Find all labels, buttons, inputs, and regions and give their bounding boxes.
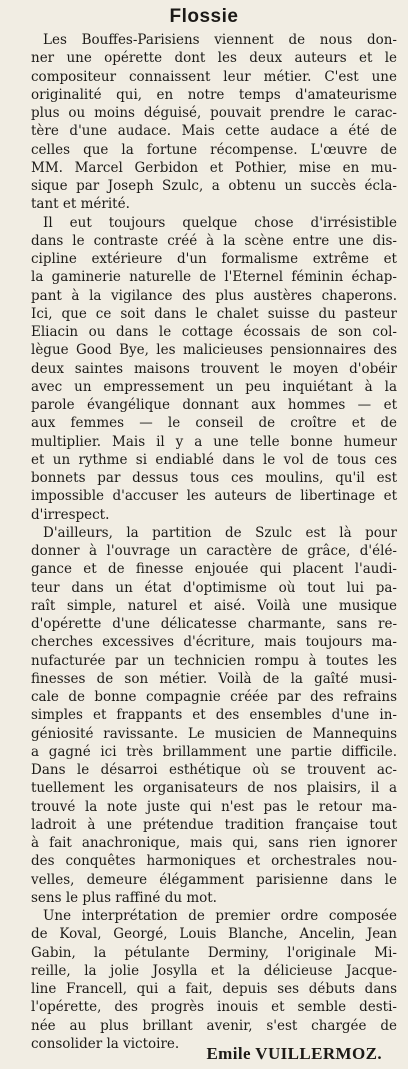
text-line: trouvé la note juste qui n'est pas le retour ma- [31,798,397,815]
article-title: Flossie [169,6,239,27]
text-line: D'ailleurs, la partition de Szulc est là pour [43,524,397,541]
text-line: parole évangélique donnant aux hommes — et [31,397,397,413]
text-line: Dans le désarroi esthétique où se trouvent ac- [31,762,397,778]
text-line: plus ou moins déguisé, pouvait prendre le carac- [31,105,397,121]
paragraph [31,907,397,1053]
text-line: simples et frappants et des ensembles d'une in- [31,707,397,724]
text-line: line Francell, qui a fait, depuis ses débuts dans [31,981,397,997]
text-line: géniosité ravissante. Le musicien de Mannequins [31,725,397,742]
text-line: consolider la victoire. [31,1035,180,1052]
text-line: d'irrespect. [31,506,110,523]
text-line: nufacturée par un technicien rompu à toutes les [31,652,397,669]
author-signature: Emile VUILLERMOZ. [206,1044,382,1063]
text-line: l'opérette, des progrès inouis et semble desti- [31,999,397,1016]
text-line: Les Bouffes-Parisiens viennent de nous don- [43,32,397,48]
text-line: reille, la jolie Josylla et la délicieuse Jacque- [31,962,397,979]
paragraph [31,31,397,214]
text-line: gance et de finesse enjouée qui placent l'audi- [31,561,397,578]
text-line: originalité qui, en notre temps d'amateurisme [31,86,397,103]
text-line: née au plus brillant avenir, s'est chargée de [31,1017,397,1034]
text-line: sens le plus raffiné du mot. [31,889,217,906]
text-line: cale de bonne compagnie créée par des refrains [31,689,397,705]
paragraph [31,524,397,907]
text-line: Eliacin ou dans le cottage écossais de son col- [31,324,397,340]
text-line: dans le contraste créé à la scène entre une dis- [31,232,397,249]
text-line: cipline extérieure d'un formalisme extrême et [31,251,397,267]
text-line: ladroit à une prétendue tradition française tout [31,816,397,833]
text-line: Une interprétation de premier ordre composée [43,908,397,924]
text-line: Il eut toujours quelque chose d'irrésistible [43,214,397,231]
article-body [31,31,397,1053]
text-line: a gagné ici très brillamment une partie difficile. [31,743,397,760]
text-line: donner à l'ouvrage un caractère de grâce, d'élé- [31,543,397,559]
text-line: tuellement les organisateurs de nos plaisirs, il a [31,780,397,797]
text-line: multiplier. Mais il y a une telle bonne humeur [31,433,397,450]
text-line: et un rythme si endiablé dans le vol de tous ces [31,451,397,468]
text-line: pant à la vigilance des plus austères chaperons. [31,287,397,304]
paragraph [31,214,397,524]
text-line: deux saintes maisons trouvent le moyen d'obéir [31,360,397,377]
text-line: des conquêtes harmoniques et orchestrales nou- [31,853,397,870]
text-line: d'opérette d'une délicatesse charmante, sans re- [31,616,397,632]
text-line: ner une opérette dont les deux auteurs et le [31,50,397,67]
text-line: compositeur connaissent leur métier. C'est une [31,68,397,85]
text-line: finesses de son métier. Voilà de la gaîté musi- [31,670,397,687]
text-line: impossible d'accuser les auteurs de libertinage et [31,488,397,505]
text-line: tant et mérité. [31,196,130,213]
text-line: tère d'une audace. Mais cette audace a été de [31,123,397,140]
text-line: à fait anachronique, mais qui, sans rien ignorer [31,835,397,851]
text-line: bonnets par dessus tous ces moulins, qu'il est [31,470,397,486]
text-line: MM. Marcel Gerbidon et Pothier, mise en mu- [31,159,397,176]
text-line: sique par Joseph Szulc, a obtenu un succès écla- [31,178,397,194]
text-line: avec un empressement un peu inquiétant à la [31,378,397,395]
text-line: lègue Good Bye, les malicieuses pensionnaires des [31,342,397,359]
text-line: la gaminerie naturelle de l'Eternel féminin échap- [31,269,397,286]
text-line: raît simple, naturel et aisé. Voilà une musique [31,597,397,614]
text-line: Ici, que ce soit dans le chalet suisse du pasteur [31,305,397,322]
text-line: celles que la fortune récompense. L'œuvre de [31,141,397,158]
text-line: velles, demeure élégamment parisienne dans le [31,871,397,888]
text-line: teur dans un état d'optimisme où tout lui pa- [31,579,397,596]
text-line: de Koval, Georgé, Louis Blanche, Ancelin, Jean [31,926,397,943]
text-line: Gabin, la pétulante Derminy, l'originale Mi- [31,944,397,961]
text-line: cherches excessives d'écriture, mais toujours ma- [31,634,397,651]
text-line: aux femmes — le conseil de croître et de [31,415,397,432]
